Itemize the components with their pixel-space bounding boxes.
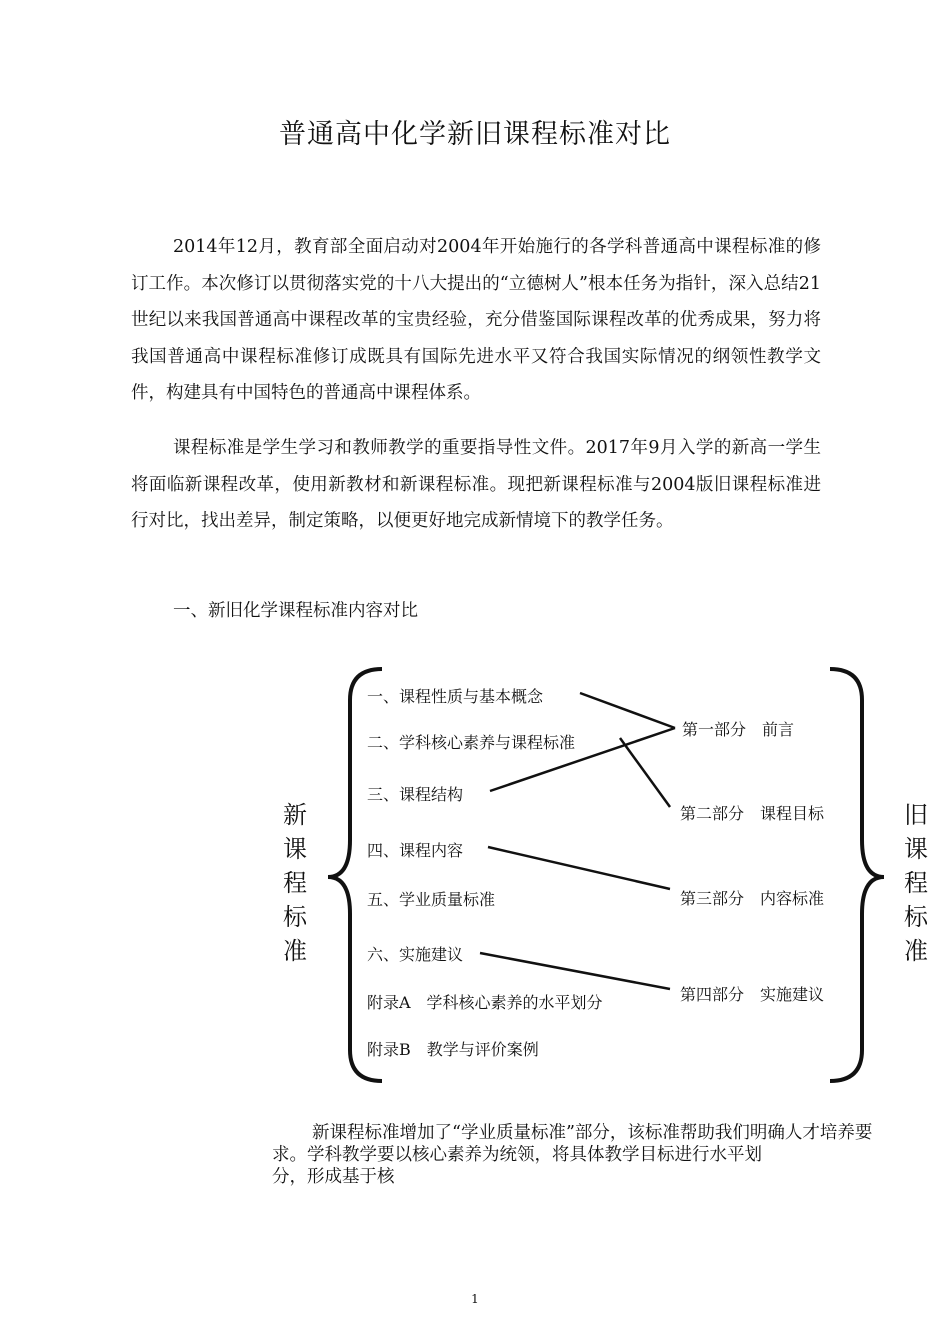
link-line-5 [480,953,670,989]
label-char: 标 [283,903,307,931]
new-item: 附录B 教学与评价案例 [367,1040,539,1059]
closing-text-line: 求。学科教学要以核心素养为统领，将具体教学目标进行水平划 [272,1145,762,1165]
new-item: 附录A 学科核心素养的水平划分 [367,993,603,1012]
label-char: 准 [904,937,928,965]
old-item: 第二部分 课程目标 [680,804,825,823]
purpose-paragraph: 课程标准是学生学习和教师教学的重要指导性文件。2017年9月入学的新高一学生将面临新课程改革，使用新教材和新课程标准。现把新课程标准与2004版旧课程标准进行对比，找出差异，制定策略，以便更好地完成新情境下的教学任务。 [131,438,821,531]
section-heading: 一、新旧化学课程标准内容对比 [173,601,418,621]
old-item: 第三部分 内容标准 [680,889,825,908]
label-char: 程 [283,869,307,897]
new-item: 四、课程内容 [367,841,464,860]
page-title: 普通高中化学新旧课程标准对比 [279,119,671,150]
right-brace [830,669,884,1081]
old-item: 第四部分 实施建议 [680,985,825,1004]
closing-text-line: 新课程标准增加了“学业质量标准”部分，该标准帮助我们明确人才培养要 [312,1123,873,1143]
link-line-1 [580,693,675,728]
new-item: 三、课程结构 [367,785,464,804]
comparison-diagram [270,655,950,1105]
old-standard-label [901,798,931,968]
page-number: 1 [471,1292,479,1306]
new-item: 二、学科核心素养与课程标准 [367,733,576,752]
label-char: 课 [904,835,928,863]
label-char: 准 [283,937,307,965]
label-char: 程 [904,869,928,897]
new-standard-label [280,798,310,968]
label-char: 标 [904,903,928,931]
old-item: 第一部分 前言 [682,720,795,739]
label-char: 新 [283,801,307,829]
link-line-3 [620,738,670,807]
label-char: 旧 [904,801,928,829]
link-line-4 [488,847,670,889]
closing-text-line: 分，形成基于核 [272,1167,395,1187]
new-item: 六、实施建议 [367,945,464,964]
intro-paragraph: 2014年12月，教育部全面启动对2004年开始施行的各学科普通高中课程标准的修订工作。本次修订以贯彻落实党的十八大提出的“立德树人”根本任务为指针，深入总结21世纪以来我国普通高中课程改革的宝贵经验，充分借鉴国际课程改革的优秀成果，努力将我国普通高中课程标准修订成既具有国际先进水平又符合我国实际情况的纲领性教学文件，构建具有中国特色的普通高中课程体系。 [131,237,821,403]
new-item: 五、学业质量标准 [367,890,496,909]
label-char: 课 [283,835,307,863]
new-item: 一、课程性质与基本概念 [367,687,544,706]
